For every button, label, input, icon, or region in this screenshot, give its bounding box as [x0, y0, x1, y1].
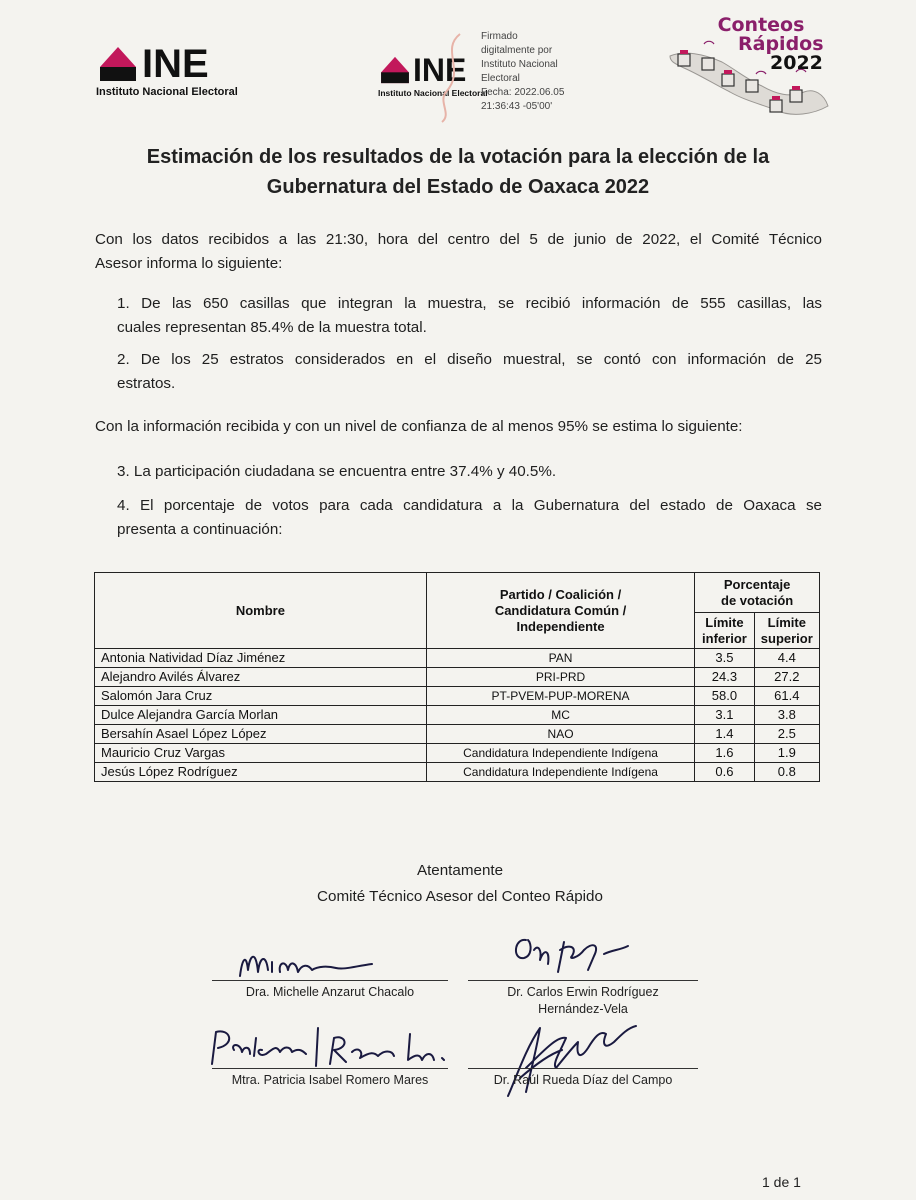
intro-line-2: Asesor informa lo siguiente: [95, 255, 283, 272]
digital-signature-mark [430, 30, 470, 126]
table-row [95, 668, 820, 687]
lower-limit: 1.4 [695, 725, 754, 744]
item-4-line-2: presenta a continuación: [117, 521, 283, 538]
header-pct-line-2: de votación [721, 592, 794, 608]
table-row [95, 763, 820, 782]
signature-line [212, 980, 448, 981]
upper-limit: 1.9 [754, 744, 819, 763]
candidate-party: NAO [426, 725, 694, 744]
header-lower-line-1: Límite [705, 614, 744, 630]
conteos-title [716, 14, 824, 55]
header-upper-line-1: Límite [767, 614, 806, 630]
ine-logo-left [96, 44, 238, 98]
lower-limit: 1.6 [695, 744, 754, 763]
ine-emblem-icon [96, 45, 140, 83]
upper-limit: 0.8 [754, 763, 819, 782]
page-number: 1 de 1 [762, 1174, 801, 1190]
signature-line [468, 1068, 698, 1069]
signatory-2-line-1: Dr. Carlos Erwin Rodríguez [507, 985, 659, 999]
item-4-line-1: 4. El porcentaje de votos para cada candidatura a la Gubernatura del estado de Oaxaca se [117, 497, 822, 514]
title-line-2: Gubernatura del Estado de Oaxaca 2022 [266, 176, 650, 198]
upper-limit: 4.4 [754, 649, 819, 668]
closing-line-2: Comité Técnico Asesor del Conteo Rápido [317, 888, 603, 905]
item-2-line-2: estratos. [117, 375, 176, 392]
lower-limit: 0.6 [695, 763, 754, 782]
candidate-name: Antonia Natividad Díaz Jiménez [95, 649, 427, 668]
signature-line [468, 980, 698, 981]
candidate-name: Mauricio Cruz Vargas [95, 744, 427, 763]
ine-emblem-icon [378, 55, 412, 85]
conteos-rapidos-logo [664, 14, 834, 126]
signature-rodriguez [508, 920, 638, 982]
item-2-line-1: 2. De los 25 estratos considerados en el diseño muestral, se contó con información de 25 [117, 351, 822, 368]
header-upper-limit [754, 613, 819, 649]
lower-limit: 3.5 [695, 649, 754, 668]
upper-limit: 61.4 [754, 687, 819, 706]
lower-limit: 3.1 [695, 706, 754, 725]
results-table [94, 572, 820, 782]
candidate-name: Jesús López Rodríguez [95, 763, 427, 782]
intro-line-1: Con los datos recibidos a las 21:30, hora del centro del 5 de junio de 2022, el Comité Técnico [95, 231, 822, 248]
signatory-3: Mtra. Patricia Isabel Romero Mares [231, 1073, 429, 1087]
ine-wordmark: INE [142, 42, 209, 86]
intro-paragraph [95, 228, 822, 276]
header-party-line-1: Partido / Coalición / [499, 586, 622, 602]
header-lower-line-2: inferior [702, 630, 747, 646]
upper-limit: 27.2 [754, 668, 819, 687]
digital-signature-stamp: Firmado digitalmente por Instituto Nacional Electoral Fecha: 2022.06.05 21:36:43 -05'00' [481, 31, 565, 112]
table-row [95, 687, 820, 706]
header-pct-line-1: Porcentaje [723, 576, 791, 592]
conteos-line2: Rápidos [738, 33, 824, 55]
signatory-4: Dr. Raúl Rueda Díaz del Campo [493, 1073, 673, 1087]
closing [180, 858, 740, 910]
upper-limit: 2.5 [754, 725, 819, 744]
item-3: 3. La participación ciudadana se encuentra entre 37.4% y 40.5%. [117, 463, 557, 480]
table-row [95, 706, 820, 725]
signature-romero [206, 1020, 456, 1072]
item-1-line-2: cuales representan 85.4% de la muestra total. [117, 319, 427, 336]
header-percentage [695, 573, 820, 613]
title-line-1: Estimación de los resultados de la votación para la elección de la [146, 146, 770, 168]
candidate-party: PT-PVEM-PUP-MORENA [426, 687, 694, 706]
conteos-year: 2022 [770, 52, 823, 74]
table-row [95, 744, 820, 763]
ine-wordmark: INE [413, 52, 467, 88]
signature-rueda [496, 1008, 646, 1104]
confidence-paragraph: Con la información recibida y con un nivel de confianza de al menos 95% se estima lo siguiente: [95, 418, 743, 435]
item-2 [117, 348, 822, 396]
header-upper-line-2: superior [760, 630, 813, 646]
signature-anzarut [232, 940, 382, 984]
signatory-1: Dra. Michelle Anzarut Chacalo [245, 985, 415, 999]
item-4 [117, 494, 822, 542]
candidate-party: PAN [426, 649, 694, 668]
header-lower-limit [695, 613, 754, 649]
candidate-name: Bersahín Asael López López [95, 725, 427, 744]
header-party-line-3: Independiente [516, 618, 605, 634]
header-name: Nombre [95, 573, 427, 649]
closing-line-1: Atentamente [416, 862, 504, 879]
header-party [426, 573, 694, 649]
table-row [95, 649, 820, 668]
upper-limit: 3.8 [754, 706, 819, 725]
ine-subtitle: Instituto Nacional Electoral [378, 88, 488, 98]
candidate-name: Alejandro Avilés Álvarez [95, 668, 427, 687]
signatory-2-line-2: Hernández-Vela [538, 1002, 628, 1016]
table-row [95, 725, 820, 744]
candidate-name: Dulce Alejandra García Morlan [95, 706, 427, 725]
conteos-line1: Conteos [717, 14, 805, 36]
candidate-party: Candidatura Independiente Indígena [426, 744, 694, 763]
ine-subtitle: Instituto Nacional Electoral [96, 86, 238, 98]
candidate-party: MC [426, 706, 694, 725]
lower-limit: 24.3 [695, 668, 754, 687]
header-party-line-2: Candidatura Común / [494, 602, 627, 618]
item-1 [117, 292, 822, 340]
signature-line [212, 1068, 448, 1069]
lower-limit: 58.0 [695, 687, 754, 706]
candidate-name: Salomón Jara Cruz [95, 687, 427, 706]
document-title [96, 142, 820, 202]
item-1-line-1: 1. De las 650 casillas que integran la muestra, se recibió información de 555 casillas, las [117, 295, 822, 312]
candidate-party: PRI-PRD [426, 668, 694, 687]
candidate-party: Candidatura Independiente Indígena [426, 763, 694, 782]
